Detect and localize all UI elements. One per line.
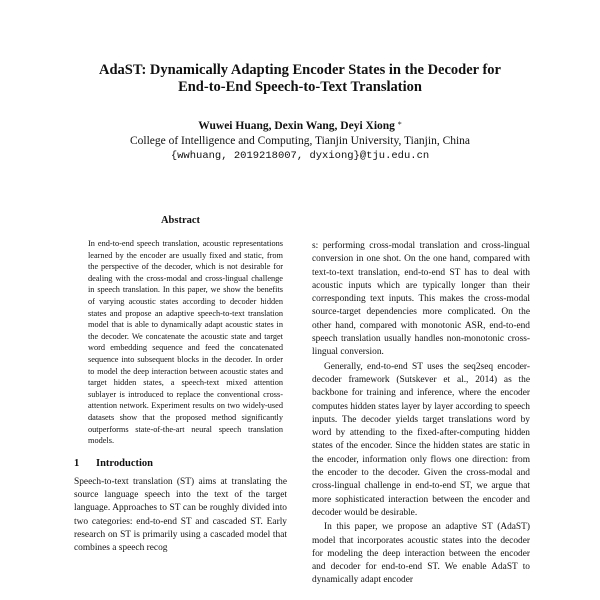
author-line <box>40 119 560 134</box>
affiliation: College of Intelligence and Computing, Tianjin University, Tianjin, China <box>129 135 471 147</box>
introduction-heading <box>74 457 287 470</box>
paper-title <box>40 62 560 96</box>
section-title: Introduction <box>96 457 153 469</box>
title-line-2: End-to-End Speech-to-Text Translation <box>178 79 422 95</box>
right-paragraph-2: Generally, end-to-end ST uses the seq2seq encoder-decoder framework (Sutskever et al., 2014) as the backbone for training and inference, where the encoder computes hidden states layer by layer according to speech inputs. The decoder yields target translations word by word by attending to the fixed-after-computing hidden states of the encoder. Since the hidden states are static in the encoder, information only flows one direction: from the encoder to the decoder. Given the cross-modal and cross-lingual challenge in end-to-end ST, we argue that more sophisticated interaction between the encoder and decoder would be desirable. <box>312 361 530 518</box>
left-column <box>74 214 287 555</box>
introduction-paragraph: Speech-to-text translation (ST) aims at translating the source language speech into the text of the target language. Approaches to ST can be roughly divided into two categories: end-to-end ST and cascaded ST. Early research on ST is primarily using a cascaded model that combines a speech recog <box>74 476 287 554</box>
abstract-text: In end-to-end speech translation, acoustic representations learned by the encoder are usually fixed and static, from the perspective of the decoder, which is not desirable for dealing with the cross-modal and cross-lingual challenge in speech translation. In this paper, we show the benefits of varying acoustic states according to decoder hidden states and propose an adaptive speech-to-text translation model that is able to dynamically adapt acoustic states in the decoder. We concatenate the acoustic state and target word embedding sequence and feed the concatenated sequence into subsequent blocks in the decoder. In order to model the deep interaction between acoustic states and target hidden states, a speech-text mixed attention sublayer is introduced to replace the conventional cross-attention network. Experiment results on two widely-used datasets show that the proposed method significantly outperforms state-of-the-art neural speech translation models. <box>88 239 283 446</box>
author-email: {wwhuang, 2019218007, dyxiong}@tju.edu.cn <box>170 150 430 162</box>
corresponding-author-mark: * <box>397 120 402 129</box>
right-column <box>312 240 530 588</box>
right-paragraph-1: s: performing cross-modal translation and cross-lingual conversion in one shot. On the one hand, compared with text-to-text translation, end-to-end ST has to deal with acoustic inputs which are typically longer than their corresponding text inputs. This makes the cross-modal source-target dependencies more complicated. On the other hand, compared with monotonic ASR, end-to-end speech translation usually handles non-monotonic cross-lingual conversion. <box>312 241 530 358</box>
right-paragraph-3: In this paper, we propose an adaptive ST (AdaST) model that incorporates acoustic states into the decoder for modeling the deep interaction between the encoder and decoder for end-to-end ST. We enable AdaST to dynamically adapt encoder <box>312 522 530 586</box>
abstract-heading: Abstract <box>160 215 201 226</box>
author-names: Wuwei Huang, Dexin Wang, Deyi Xiong <box>198 120 395 132</box>
section-number: 1 <box>74 457 80 469</box>
title-line-1: AdaST: Dynamically Adapting Encoder States in the Decoder for <box>99 62 501 78</box>
author-block <box>40 119 560 164</box>
